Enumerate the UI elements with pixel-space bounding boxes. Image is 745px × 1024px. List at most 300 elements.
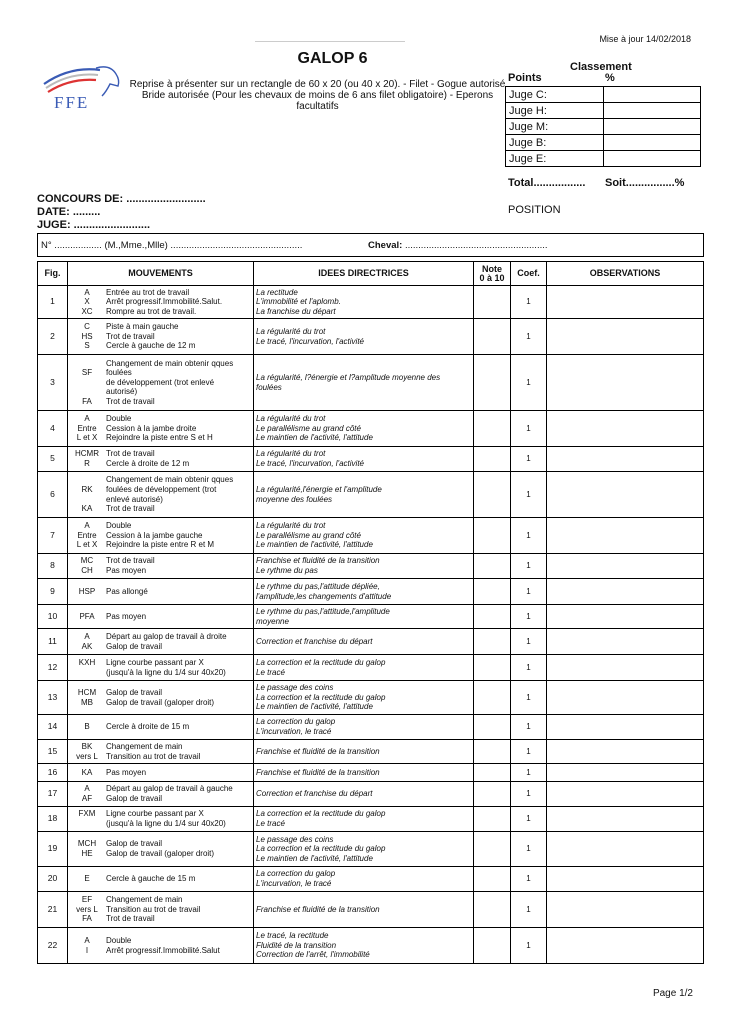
movement-letter: KA [81, 767, 93, 777]
observations-cell[interactable] [547, 782, 704, 807]
guiding-idea-line: L'incurvation, le tracé [256, 727, 332, 736]
rider-field: N° .................. (M.,Mme.,Mlle) .................................................. [41, 240, 303, 251]
guiding-idea-cell [254, 411, 474, 447]
movement-text: Arrêt progressif.Immobilité.Salut [106, 945, 220, 955]
movement-line [68, 397, 253, 407]
note-cell[interactable] [474, 715, 511, 740]
movement-cell [68, 764, 254, 782]
note-cell[interactable] [474, 928, 511, 964]
movement-letter: A [84, 935, 90, 945]
table-row [38, 655, 704, 681]
observations-cell[interactable] [547, 518, 704, 554]
guiding-idea-line: Le passage des coins [256, 834, 334, 844]
title-divider [255, 41, 405, 42]
guiding-idea-line: La correction et la rectitude du galop [256, 657, 386, 667]
observations-cell[interactable] [547, 655, 704, 681]
observations-cell[interactable] [547, 764, 704, 782]
observations-cell[interactable] [547, 807, 704, 832]
movement-text: Trot de travail [106, 914, 155, 924]
movement-line [68, 819, 253, 829]
movement-line [68, 322, 253, 332]
movement-letter: I [85, 945, 89, 955]
judge-row [506, 87, 701, 103]
col-coef: Coef. [511, 262, 547, 286]
movement-line [68, 768, 253, 778]
note-cell[interactable] [474, 807, 511, 832]
movement-line [68, 794, 253, 804]
movement-letter: Entre [77, 423, 97, 433]
movement-line [68, 495, 253, 505]
guiding-idea-line: Franchise et fluidité de la transition [256, 556, 380, 566]
table-row [38, 681, 704, 715]
guiding-idea-line: Le maintien de l'activité, l'attitude [256, 433, 373, 443]
movement-letter: FA [82, 396, 92, 406]
movement-cell [68, 928, 254, 964]
figure-number: 14 [38, 715, 68, 740]
coefficient-cell: 1 [511, 807, 547, 832]
movement-line [68, 288, 253, 298]
guiding-idea-line: Le maintien de l'activité, l'attitude [256, 853, 373, 863]
note-cell[interactable] [474, 411, 511, 447]
date-field: DATE: ......... [37, 206, 101, 218]
movement-text: Ligne courbe passant par X [106, 809, 204, 819]
movement-letter: A [84, 414, 90, 424]
movement-letter [68, 495, 106, 505]
guiding-idea-cell [254, 554, 474, 579]
col-note-line2: 0 à 10 [479, 272, 505, 283]
table-row [38, 629, 704, 655]
movement-line [68, 475, 253, 485]
movement-letter: AF [81, 794, 93, 803]
movement-line [68, 849, 253, 859]
table-row [38, 715, 704, 740]
movement-cell [68, 319, 254, 355]
movement-line [68, 504, 253, 514]
movement-letter: HE [81, 849, 93, 858]
movement-line [68, 936, 253, 946]
movement-line [68, 566, 253, 576]
movement-text: Changement de main [106, 741, 183, 751]
note-cell[interactable] [474, 605, 511, 629]
guiding-idea-cell [254, 579, 474, 605]
guiding-idea-line: Le maintien de l'activité, l'attitude [256, 702, 373, 712]
movement-line [68, 839, 253, 849]
note-cell[interactable] [474, 518, 511, 554]
horse-label: Cheval: [368, 240, 403, 251]
movement-letter: SF [81, 368, 93, 378]
judge-score-cell[interactable] [604, 119, 701, 135]
coefficient-cell: 1 [511, 472, 547, 518]
movement-cell [68, 867, 254, 892]
table-row [38, 579, 704, 605]
movement-line [68, 297, 253, 307]
figure-number: 11 [38, 629, 68, 655]
guiding-idea-line: Le rythme du pas,l'attitude dépliée, [256, 581, 380, 591]
judge-score-cell[interactable] [604, 103, 701, 119]
judge-row [506, 103, 701, 119]
col-observations: OBSERVATIONS [547, 262, 704, 286]
judge-score-cell[interactable] [604, 151, 701, 167]
guiding-idea-line: La rectitude [256, 287, 298, 297]
movement-line [68, 874, 253, 884]
movement-cell [68, 554, 254, 579]
figure-number: 20 [38, 867, 68, 892]
movement-line [68, 332, 253, 342]
note-cell[interactable] [474, 355, 511, 411]
movement-line [68, 540, 253, 550]
movement-cell [68, 681, 254, 715]
movement-text: Cercle à gauche de 15 m [106, 874, 196, 884]
position-label: POSITION [508, 204, 561, 216]
guiding-idea-line: Le maintien de l'activité, l'attitude [256, 540, 373, 550]
movement-text: Cession à la jambe droite [106, 423, 197, 433]
figure-number: 2 [38, 319, 68, 355]
movement-line [68, 556, 253, 566]
movement-letter [68, 359, 106, 369]
table-row [38, 605, 704, 629]
judge-row [506, 151, 701, 167]
guiding-idea-cell [254, 928, 474, 964]
observations-cell[interactable] [547, 867, 704, 892]
note-cell[interactable] [474, 472, 511, 518]
movement-letter: HCM [77, 687, 97, 697]
movement-letter: KXH [78, 657, 96, 667]
movement-text: Galop de travail [106, 839, 163, 849]
movement-line [68, 414, 253, 424]
movement-letter: CH [81, 566, 93, 575]
movement-line [68, 698, 253, 708]
guiding-idea-line: Le parallélisme au grand côté [256, 423, 361, 433]
movement-letter: A [84, 287, 90, 297]
movement-letter: PFA [79, 611, 95, 621]
figure-number: 18 [38, 807, 68, 832]
movement-text: Trot de travail [106, 556, 155, 566]
guiding-idea-line: Franchise et fluidité de la transition [256, 904, 380, 914]
guiding-idea-line: Fluidité de la transition [256, 940, 337, 950]
guiding-idea-cell [254, 447, 474, 472]
judge-row [506, 119, 701, 135]
movement-letter: MB [81, 697, 93, 707]
guiding-idea-cell [254, 319, 474, 355]
movement-cell [68, 782, 254, 807]
movement-letter: AK [81, 641, 93, 651]
movement-text: Rejoindre la piste entre R et M [106, 540, 215, 550]
movement-line [68, 307, 253, 317]
ffe-logo [40, 62, 130, 112]
classement-title: Classement [570, 61, 632, 73]
movement-cell [68, 629, 254, 655]
note-cell[interactable] [474, 832, 511, 867]
concours-field: CONCOURS DE: .......................... [37, 193, 206, 205]
movements-table [37, 261, 704, 964]
table-row [38, 807, 704, 832]
movement-cell [68, 655, 254, 681]
col-fig: Fig. [38, 262, 68, 286]
guiding-idea-line: Correction et franchise du départ [256, 789, 373, 799]
observations-cell[interactable] [547, 319, 704, 355]
figure-number: 16 [38, 764, 68, 782]
figure-number: 17 [38, 782, 68, 807]
movement-text: Double [106, 414, 132, 424]
table-row [38, 472, 704, 518]
guiding-idea-line: La régularité du trot [256, 521, 326, 531]
movement-letter: A [84, 784, 90, 794]
note-cell[interactable] [474, 782, 511, 807]
observations-cell[interactable] [547, 554, 704, 579]
figure-number: 6 [38, 472, 68, 518]
svg-text:FFE: FFE [54, 93, 90, 112]
table-row [38, 447, 704, 472]
movement-line [68, 359, 253, 369]
note-cell[interactable] [474, 286, 511, 319]
movement-letter: B [84, 722, 90, 732]
observations-cell[interactable] [547, 411, 704, 447]
guiding-idea-line: La correction et la rectitude du galop [256, 692, 386, 702]
guiding-idea-line: Franchise et fluidité de la transition [256, 746, 380, 756]
movement-text: Entrée au trot de travail [106, 287, 190, 297]
movement-text: Ligne courbe passant par X [106, 657, 204, 667]
figure-number: 19 [38, 832, 68, 867]
table-row [38, 518, 704, 554]
coefficient-cell: 1 [511, 319, 547, 355]
table-header-row [38, 262, 704, 286]
competition-info [37, 193, 206, 232]
table-row [38, 319, 704, 355]
guiding-idea-line: l'amplitude,les changements d'attitude [256, 591, 392, 601]
judge-label: Juge M: [506, 119, 604, 135]
guiding-idea-line: Le parallélisme au grand côté [256, 530, 361, 540]
movement-line [68, 387, 253, 397]
guiding-idea-cell [254, 355, 474, 411]
guiding-idea-line: moyenne [256, 616, 289, 626]
judge-score-cell[interactable] [604, 135, 701, 151]
coefficient-cell: 1 [511, 928, 547, 964]
coefficient-cell: 1 [511, 447, 547, 472]
figure-number: 9 [38, 579, 68, 605]
subtitle [125, 79, 510, 112]
guiding-idea-cell [254, 764, 474, 782]
note-cell[interactable] [474, 319, 511, 355]
movement-text: Trot de travail [106, 331, 155, 341]
guiding-idea-line: Le tracé, l'incurvation, l'activité [256, 336, 364, 346]
judge-score-cell[interactable] [604, 87, 701, 103]
movement-line [68, 809, 253, 819]
rider-horse-row [37, 233, 704, 257]
col-note-line1: Note [482, 263, 502, 274]
guiding-idea-cell [254, 832, 474, 867]
figure-number: 15 [38, 740, 68, 764]
movement-letter: FA [82, 914, 92, 924]
movement-text: (jusqu'à la ligne du 1/4 sur 40x20) [106, 819, 226, 828]
movement-letter [68, 668, 106, 678]
movement-text: Galop de travail [106, 641, 163, 651]
movement-line [68, 485, 253, 495]
movement-text: foulées de développement (trot [106, 484, 217, 494]
guiding-idea-line: Franchise et fluidité de la transition [256, 767, 380, 777]
observations-cell[interactable] [547, 447, 704, 472]
observations-cell[interactable] [547, 605, 704, 629]
guiding-idea-cell [254, 286, 474, 319]
guiding-idea-line: Le tracé [256, 819, 285, 828]
movement-text: Changement de main obtenir qques [106, 358, 234, 368]
movement-text: Piste à main gauche [106, 322, 179, 332]
table-row [38, 832, 704, 867]
movement-text: Double [106, 935, 132, 945]
coefficient-cell: 1 [511, 655, 547, 681]
note-cell[interactable] [474, 554, 511, 579]
judge-row [506, 135, 701, 151]
movement-text: Cercle à droite de 15 m [106, 722, 190, 732]
note-cell[interactable] [474, 867, 511, 892]
figure-number: 10 [38, 605, 68, 629]
coefficient-cell: 1 [511, 715, 547, 740]
note-cell[interactable] [474, 629, 511, 655]
observations-cell[interactable] [547, 286, 704, 319]
movement-line [68, 368, 253, 378]
judge-label: Juge H: [506, 103, 604, 119]
table-row [38, 928, 704, 964]
movement-line [68, 521, 253, 531]
guiding-idea-cell [254, 892, 474, 928]
figure-number: 3 [38, 355, 68, 411]
guiding-idea-line: Le tracé [256, 667, 285, 677]
coefficient-cell: 1 [511, 740, 547, 764]
coefficient-cell: 1 [511, 518, 547, 554]
guiding-idea-cell [254, 867, 474, 892]
observations-cell[interactable] [547, 832, 704, 867]
observations-cell[interactable] [547, 715, 704, 740]
movement-line [68, 946, 253, 956]
observations-cell[interactable] [547, 579, 704, 605]
movement-letter: X [84, 297, 90, 307]
guiding-idea-cell [254, 605, 474, 629]
coefficient-cell: 1 [511, 681, 547, 715]
guiding-idea-line: La correction et la rectitude du galop [256, 844, 386, 854]
movement-line [68, 632, 253, 642]
movement-text: Pas moyen [106, 767, 147, 777]
guiding-idea-line: Le rythme du pas [256, 566, 318, 575]
movement-letter: S [84, 341, 90, 351]
observations-cell[interactable] [547, 740, 704, 764]
observations-cell[interactable] [547, 472, 704, 518]
movement-text: (jusqu'à la ligne du 1/4 sur 40x20) [106, 667, 226, 677]
guiding-idea-cell [254, 472, 474, 518]
table-row [38, 740, 704, 764]
note-cell[interactable] [474, 892, 511, 928]
movement-line [68, 668, 253, 678]
coefficient-cell: 1 [511, 411, 547, 447]
movement-cell [68, 286, 254, 319]
movement-line [68, 722, 253, 732]
observations-cell[interactable] [547, 681, 704, 715]
movement-line [68, 752, 253, 762]
movement-cell [68, 605, 254, 629]
note-cell[interactable] [474, 764, 511, 782]
observations-cell[interactable] [547, 892, 704, 928]
movement-cell [68, 715, 254, 740]
movement-letter: R [84, 459, 90, 468]
movement-line [68, 424, 253, 434]
movement-text: Double [106, 521, 132, 531]
col-note [474, 262, 511, 286]
guiding-idea-cell [254, 807, 474, 832]
guiding-idea-line: Le passage des coins [256, 683, 334, 693]
movement-letter: HSP [78, 586, 96, 596]
guiding-idea-line: Correction de l'arrêt, l'immobilité [256, 950, 370, 960]
movement-letter: Entre [77, 530, 97, 540]
figure-number: 13 [38, 681, 68, 715]
movement-letter: A [84, 631, 90, 641]
note-cell[interactable] [474, 447, 511, 472]
movement-line [68, 459, 253, 469]
guiding-idea-cell [254, 681, 474, 715]
guiding-idea-line: Le tracé, l'incurvation, l'activité [256, 459, 364, 468]
page-title: GALOP 6 [297, 50, 368, 67]
coefficient-cell: 1 [511, 286, 547, 319]
guiding-idea-line: foulées [256, 382, 282, 392]
note-cell[interactable] [474, 579, 511, 605]
movement-letter: L et X [76, 540, 98, 550]
note-cell[interactable] [474, 655, 511, 681]
movement-text: Arrêt progressif.Immobilité.Salut. [106, 297, 223, 307]
movement-text: Changement de main obtenir qques [106, 475, 234, 485]
juge-field: JUGE: ......................... [37, 219, 151, 231]
movement-text: Galop de travail (galoper droit) [106, 849, 215, 858]
movement-cell [68, 472, 254, 518]
movement-text: Cercle à droite de 12 m [106, 459, 190, 468]
figure-number: 7 [38, 518, 68, 554]
note-cell[interactable] [474, 740, 511, 764]
movement-text: Pas moyen [106, 566, 147, 575]
movement-line [68, 587, 253, 597]
movement-letter: vers L [76, 904, 98, 914]
movement-text: Galop de travail (galoper droit) [106, 697, 215, 707]
movement-line [68, 905, 253, 915]
guiding-idea-cell [254, 629, 474, 655]
movement-letter: vers L [76, 751, 98, 761]
coefficient-cell: 1 [511, 579, 547, 605]
guiding-idea-line: La régularité,l'énergie et l'amplitude [256, 484, 382, 494]
movement-cell [68, 447, 254, 472]
figure-number: 21 [38, 892, 68, 928]
coefficient-cell: 1 [511, 554, 547, 579]
figure-number: 5 [38, 447, 68, 472]
movement-line [68, 531, 253, 541]
movement-letter: RK [81, 484, 93, 494]
movement-text: autorisé) [106, 387, 138, 397]
movement-line [68, 784, 253, 794]
movement-letter: EF [81, 895, 93, 905]
note-cell[interactable] [474, 681, 511, 715]
observations-cell[interactable] [547, 629, 704, 655]
movement-text: Galop de travail [106, 687, 163, 697]
observations-cell[interactable] [547, 928, 704, 964]
col-mouvements: MOUVEMENTS [68, 262, 254, 286]
movement-cell [68, 740, 254, 764]
movement-letter: MCH [77, 839, 97, 849]
movement-letter: C [84, 322, 90, 332]
observations-cell[interactable] [547, 355, 704, 411]
movement-letter [68, 378, 106, 388]
coefficient-cell: 1 [511, 892, 547, 928]
guiding-idea-cell [254, 740, 474, 764]
movement-line [68, 612, 253, 622]
movement-letter: E [84, 874, 90, 884]
guiding-idea-line: La correction du galop [256, 869, 336, 879]
guiding-idea-line: La correction du galop [256, 717, 336, 727]
movement-line [68, 742, 253, 752]
subtitle-line-2: Bride autorisée (Pour les chevaux de moins de 6 ans filet obligatoire) - Eperons facultatifs [141, 90, 494, 112]
